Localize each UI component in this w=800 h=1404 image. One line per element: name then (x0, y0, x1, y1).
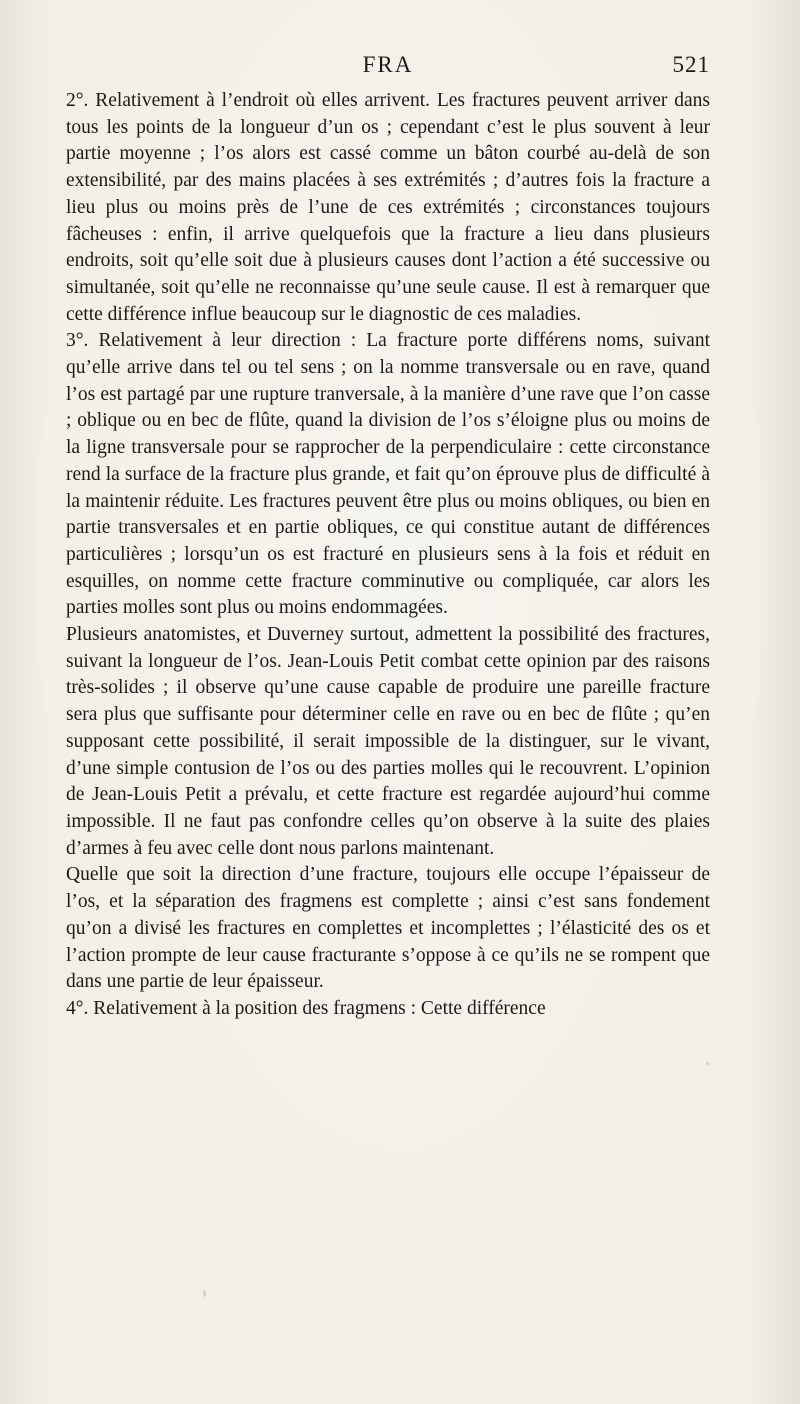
page-header (66, 52, 710, 82)
paragraph-complete-fractures: Quelle que soit la direction d’une fracture, toujours elle occupe l’épaisseur de l’os, et la séparation des fragmens est complette ; ainsi c’est sans fondement qu’on a divisé les fractures en complettes et incomplettes ; l’élasticité des os et l’action prompte de leur cause fracturante s’oppose à ce qu’ils ne se rompent que dans une partie de leur épaisseur. (66, 864, 710, 993)
paper-speck (706, 1062, 709, 1065)
body-text (66, 88, 710, 1023)
paragraph-fragment-position: 4°. Relativement à la position des fragmens : Cette différence (66, 997, 546, 1019)
running-head: FRA (362, 52, 414, 77)
paper-speck (203, 1290, 206, 1297)
paragraph-longitudinal-fractures: Plusieurs anatomistes, et Duverney surtout, admettent la possibilité des fractures, suivant la longueur de l’os. Jean-Louis Petit combat cette opinion par des raisons très-solides ; il observe qu’une cause capable de produire une pareille fracture sera plus que suffisante pour déterminer celle en rave ou en bec de flûte ; qu’en supposant cette possibilité, il serait impossible de la distinguer, sur le vivant, d’une simple contusion de l’os ou des parties molles qui le recouvrent. L’opinion de Jean-Louis Petit a prévalu, et cette fracture est regardée aujourd’hui comme impossible. Il ne faut pas confondre celles qu’on observe à la suite des plaies d’armes à feu avec celle dont nous parlons maintenant. (66, 624, 710, 859)
page-number: 521 (672, 52, 710, 77)
paragraph-direction: 3°. Relativement à leur direction : La fracture porte différens noms, suivant qu’elle arrive dans tel ou tel sens ; on la nomme transversale ou en rave, quand l’os est partagé par une rupture tranversale, à la manière d’une rave que l’on casse ; oblique ou en bec de flûte, quand la division de l’os s’éloigne plus ou moins de la ligne transversale pour se rapprocher de la perpendiculaire : cette circonstance rend la surface de la fracture plus grande, et fait qu’on éprouve plus de difficulté à la maintenir réduite. Les fractures peuvent être plus ou moins obliques, ou bien en partie transversales et en partie obliques, ce qui constitue autant de différences particulières ; lorsqu’un os est fracturé en plusieurs sens à la fois et réduit en esquilles, on nomme cette fracture comminutive ou compliquée, car alors les parties molles sont plus ou moins endommagées. (66, 330, 710, 619)
paragraph-location: 2°. Relativement à l’endroit où elles arrivent. Les fractures peuvent arriver dans tous les points de la longueur d’un os ; cependant c’est le plus souvent à leur partie moyenne ; l’os alors est cassé comme un bâton courbé au-delà de son extensibilité, par des mains placées à ses extrémités ; d’autres fois la fracture a lieu plus ou moins près de l’une de ces extrémités ; circonstances toujours fâcheuses : enfin, il arrive quelquefois que la fracture a lieu dans plusieurs endroits, soit qu’elle soit due à plusieurs causes dont l’action a été successive ou simultanée, soit qu’elle ne reconnaisse qu’une seule cause. Il est à remarquer que cette différence influe beaucoup sur le diagnostic de ces maladies. (66, 90, 710, 325)
